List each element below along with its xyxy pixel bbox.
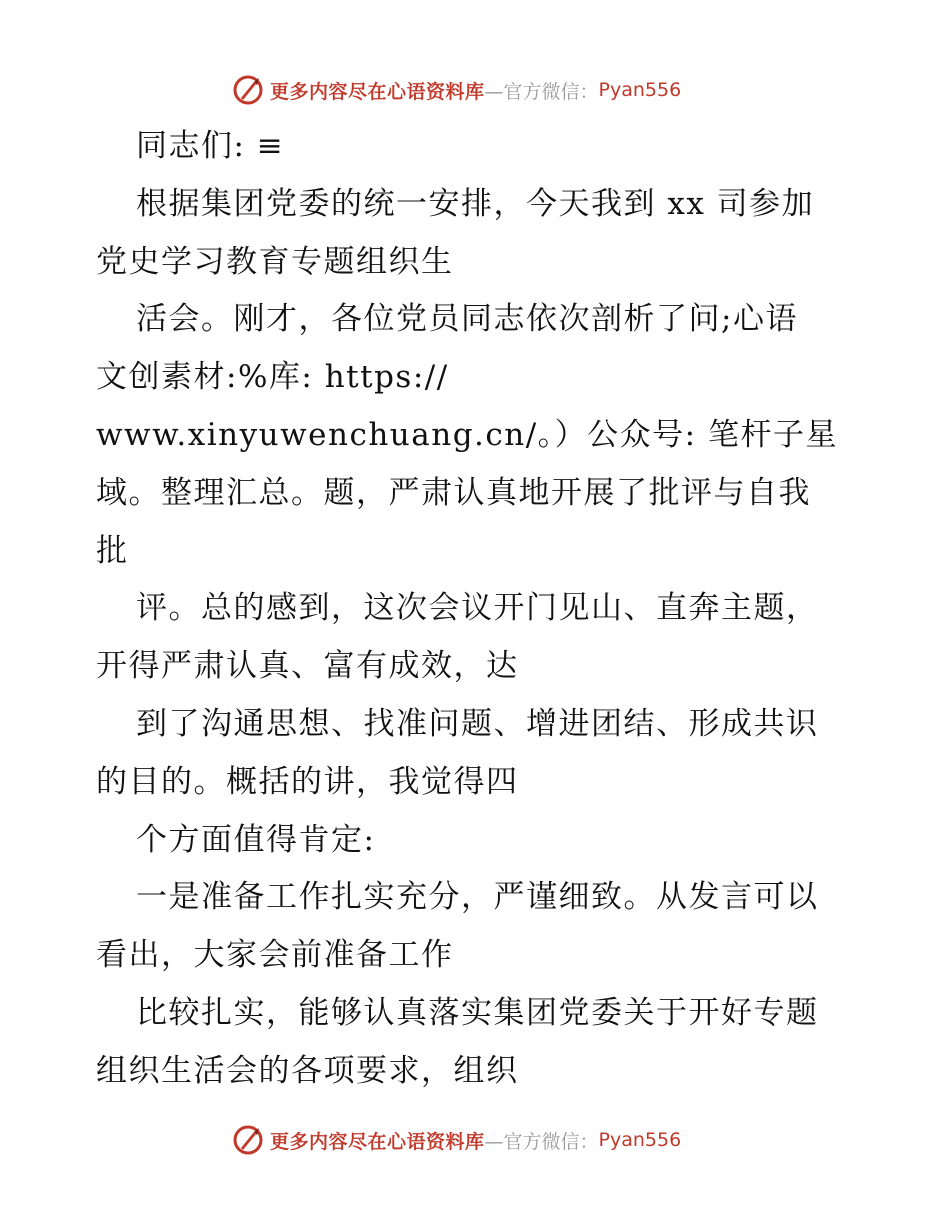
text-line: 域。整理汇总。题，严肃认真地开展了批评与自我 xyxy=(96,474,811,511)
header-watermark xyxy=(232,72,752,108)
text-line: 一是准备工作扎实充分，严谨细致。从发言可以 xyxy=(136,879,819,916)
text-line: 文创素材:%库: https:// xyxy=(96,359,449,396)
text-line: 看出，大家会前准备工作 xyxy=(96,937,454,974)
text-line: 评。总的感到，这次会议开门见山、直奔主题， xyxy=(136,590,819,627)
text-line: 活会。刚才，各位党员同志依次剖析了问;心语 xyxy=(136,301,798,338)
watermark-handle-text: Pyan556 xyxy=(598,79,682,101)
watermark-label-text: —官方微信： xyxy=(484,1130,599,1153)
text-line: 个方面值得肯定: xyxy=(136,821,376,858)
text-line: 比较扎实，能够认真落实集团党委关于开好专题 xyxy=(136,994,819,1031)
text-line: 同志们: ≡ xyxy=(136,128,285,164)
text-line: 的目的。概括的讲，我觉得四 xyxy=(96,763,519,800)
text-line: www.xinyuwenchuang.cn/。）公众号: 笔杆子星 xyxy=(96,416,838,453)
text-line: 根据集团党委的统一安排，今天我到 xx 司参加 xyxy=(136,185,815,222)
text-line: 组织生活会的各项要求，组织 xyxy=(96,1052,519,1089)
document-body xyxy=(96,118,866,1101)
quill-pen-logo-icon xyxy=(232,74,264,106)
watermark-handle-text: Pyan556 xyxy=(598,1129,682,1151)
text-line: 开得严肃认真、富有成效，达 xyxy=(96,648,519,685)
watermark-site-text: 更多内容尽在心语资料库 xyxy=(270,1130,485,1153)
text-line: 党史学习教育专题组织生 xyxy=(96,243,454,280)
watermark-label-text: —官方微信： xyxy=(484,80,599,103)
text-line: 到了沟通思想、找准问题、增进团结、形成共识 xyxy=(136,705,819,742)
footer-watermark xyxy=(232,1122,752,1158)
watermark-site-text: 更多内容尽在心语资料库 xyxy=(270,80,485,103)
quill-pen-logo-icon xyxy=(232,1124,264,1156)
text-line: 批 xyxy=(96,532,129,569)
